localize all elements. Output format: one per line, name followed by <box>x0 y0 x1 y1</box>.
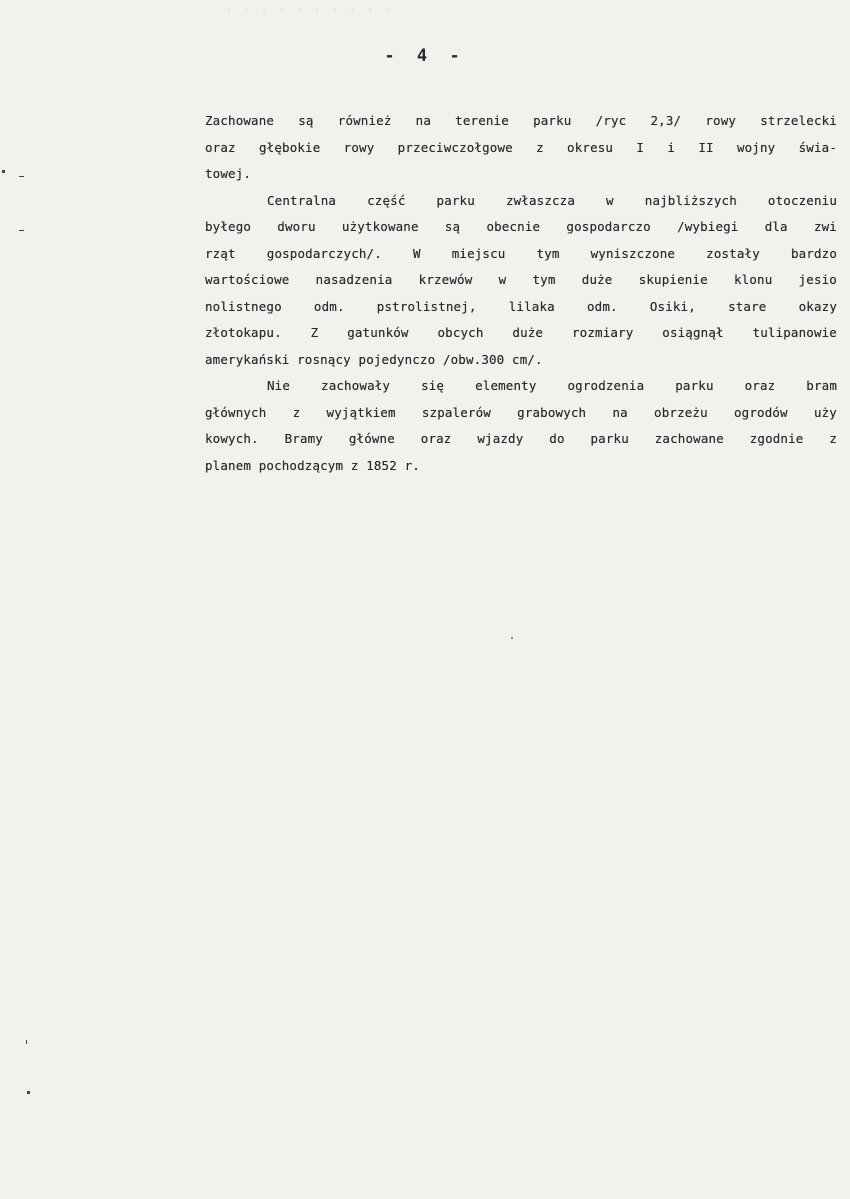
body-text <box>205 108 845 479</box>
speck <box>511 637 513 639</box>
text-line: amerykański rosnący pojedynczo /obw.300 cm/. <box>205 351 543 367</box>
text-line: Zachowane są również na terenie parku /ryc 2,3/ rowy strzelecki <box>205 113 837 128</box>
text-line: Nie zachowały się elementy ogrodzenia parku oraz bram <box>267 378 837 393</box>
text-line: wartościowe nasadzenia krzewów w tym duże skupienie klonu jesio <box>205 272 837 287</box>
text-line: złotokapu. Z gatunków obcych duże rozmiary osiągnął tulipanowie <box>205 325 837 340</box>
bleed-through-text: · · · · · · · · · · <box>225 4 393 19</box>
text-line: Centralna część parku zwłaszcza w najbliższych otoczeniu <box>267 192 837 208</box>
text-line: byłego dworu użytkowane są obecnie gospodarczo /wybiegi dla zwi <box>205 219 837 234</box>
margin-dot <box>26 1040 27 1044</box>
text-line: rząt gospodarczych/. W miejscu tym wyniszczone zostały bardzo <box>205 245 837 261</box>
text-line: kowych. Bramy główne oraz wjazdy do parku zachowane zgodnie z <box>205 431 837 446</box>
margin-dot <box>2 170 5 173</box>
text-line: planem pochodzącym z 1852 r. <box>205 457 420 473</box>
margin-dash <box>19 176 24 177</box>
page-number: - 4 - <box>384 46 466 66</box>
margin-dot <box>27 1091 30 1094</box>
margin-dash <box>19 230 24 231</box>
text-line: oraz głębokie rowy przeciwczołgowe z okresu I i II wojny świa- <box>205 139 837 155</box>
text-line: nolistnego odm. pstrolistnej, lilaka odm. Osiki, stare okazy <box>205 298 837 314</box>
text-line: towej. <box>205 166 252 181</box>
text-line: głównych z wyjątkiem szpalerów grabowych na obrzeżu ogrodów uży <box>205 404 837 420</box>
